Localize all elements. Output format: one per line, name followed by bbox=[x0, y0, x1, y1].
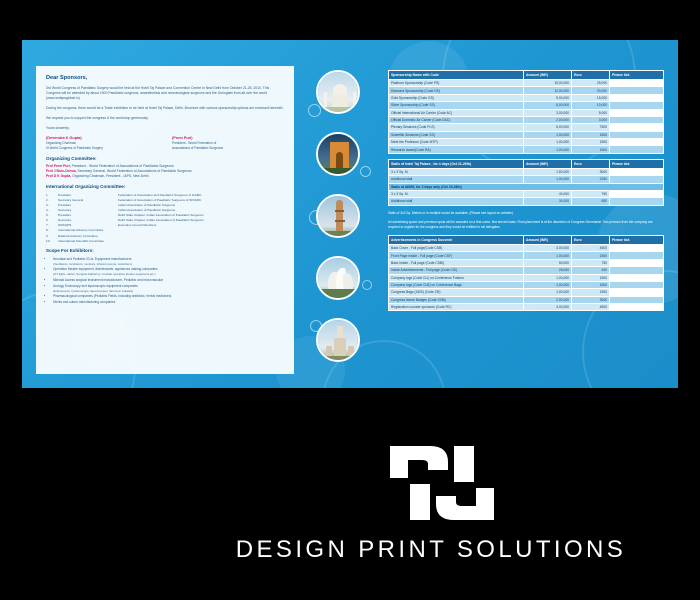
row-euro: 20,000 bbox=[572, 87, 610, 94]
stalls-note-2: All advertising space and premium spots will be awarded on a first-come, first served basis. Final placement is at the discretion of Congress Secretariat. Two persons from the company are required to register for the congress and they would be entitled to full delegates. bbox=[388, 220, 653, 230]
ioc-role: Secretary bbox=[58, 218, 72, 223]
stalls-note-1: Stalls of 3x3 Sq. Meters or in multiple would be available. (Please see layout on website) bbox=[388, 210, 513, 215]
ioc-role: National Advisory Committee bbox=[58, 233, 98, 238]
qutub-minar-photo bbox=[316, 194, 360, 238]
table-header-row bbox=[389, 159, 664, 168]
oc-name-2: Prof D K Gupta, bbox=[46, 174, 72, 179]
row-euro: 750 bbox=[572, 190, 610, 197]
signatory-2-line1: President - World Federation of bbox=[172, 141, 217, 146]
table-header-row bbox=[389, 236, 664, 245]
list-item bbox=[53, 257, 284, 266]
dps-logo-icon bbox=[384, 440, 500, 526]
ioc-table bbox=[46, 193, 284, 244]
letter-intro: 3rd World Congress of Paediatric Surgery would be held at the Hotel Taj Palace and Convention Centre in New Delhi from October 21-26, 2010. This Congress will be attended by about 1500 Paediatric surgeons, anaesthetists and neonatologists surgeons and the Urologists from all over the world (www.wofapsglobal.in) bbox=[46, 86, 270, 100]
col-header-amount: Amount (INR) bbox=[524, 236, 572, 245]
table-row bbox=[389, 94, 664, 101]
row-amount: 1,00,000 bbox=[524, 281, 572, 288]
row-euro: 3,000 bbox=[572, 116, 610, 123]
ioc-role: International Advisory Committee bbox=[58, 228, 104, 233]
brochure-artwork bbox=[22, 40, 678, 388]
row-name: Silver Sponsorship (Code SS) bbox=[389, 102, 524, 109]
table-row bbox=[389, 109, 664, 116]
signatory-1-name: (Devendra K Gupta) bbox=[46, 135, 82, 140]
row-amount: 1,00,000 bbox=[524, 176, 572, 183]
ioc-num: 9. bbox=[46, 233, 49, 238]
list-item bbox=[53, 300, 284, 305]
ioc-desc: Indian Association of Paediatric Surgeons bbox=[118, 203, 176, 208]
table-row bbox=[389, 252, 664, 259]
ioc-num: 8. bbox=[46, 228, 49, 233]
tick-checkbox[interactable] bbox=[610, 139, 664, 146]
row-name: Gold Sponsorship (Code GS) bbox=[389, 94, 524, 101]
row-euro: 750 bbox=[572, 259, 610, 266]
row-euro: 650 bbox=[572, 198, 610, 205]
table-row bbox=[389, 190, 664, 197]
row-name: Additional stall bbox=[389, 176, 524, 183]
row-euro: 7500 bbox=[572, 124, 610, 131]
scope-title: Scope For Exhibitors: bbox=[46, 248, 94, 254]
scope-text-1: Operation theatre equipment, disinfectants, appliances making companies bbox=[53, 267, 158, 272]
row-name: Front Page Inside - Full page (Code CSF) bbox=[389, 252, 524, 259]
organizing-committee-title: Organizing Committee: bbox=[46, 155, 97, 161]
landmark-photo-strip bbox=[308, 70, 374, 370]
table-row bbox=[389, 281, 664, 288]
stalls-table-block bbox=[388, 159, 664, 206]
row-name: Company logo (Code CLI) on Conference Folders bbox=[389, 274, 524, 281]
oc-name-1: Prof J Bois-Ochoa, bbox=[46, 169, 77, 174]
list-item bbox=[53, 294, 284, 299]
dps-monogram-icon bbox=[384, 440, 500, 526]
tick-checkbox[interactable] bbox=[610, 245, 664, 252]
tick-checkbox[interactable] bbox=[610, 168, 664, 175]
table-row bbox=[389, 116, 664, 123]
oc-desc-0: President - World Federation of Associations of Paediatric Surgeons bbox=[71, 164, 174, 169]
tick-checkbox[interactable] bbox=[610, 274, 664, 281]
ioc-desc: Executive Council Members bbox=[118, 223, 157, 228]
row-name: Scientific Sessions (Code SS) bbox=[389, 131, 524, 138]
tick-checkbox[interactable] bbox=[610, 252, 664, 259]
row-amount: 1,00,000 bbox=[524, 131, 572, 138]
lotus-temple-photo bbox=[316, 256, 360, 300]
tick-checkbox[interactable] bbox=[610, 198, 664, 205]
oc-desc-2: Organizing Chairman, President - IAPS, New Delhi bbox=[72, 174, 149, 179]
row-amount: 2,00,000 bbox=[524, 296, 572, 303]
ioc-role: President bbox=[58, 213, 72, 218]
row-euro: 1500 bbox=[572, 146, 610, 153]
signatory-1 bbox=[46, 136, 158, 151]
letter-closing: Yours sincerely, bbox=[46, 125, 70, 130]
row-euro: 15,000 bbox=[572, 94, 610, 101]
tick-checkbox[interactable] bbox=[610, 289, 664, 296]
table-row bbox=[389, 259, 664, 266]
row-euro: 4500 bbox=[572, 304, 610, 311]
ioc-num: 5. bbox=[46, 213, 49, 218]
row-name: Inside Advertisements - Full page (Code CSI) bbox=[389, 267, 524, 274]
taj-mahal-photo bbox=[316, 70, 360, 114]
aiims-section-title: Stalls at AIIMS, for 2 days only (Oct 23-26th) bbox=[389, 183, 664, 190]
tick-checkbox[interactable] bbox=[610, 146, 664, 153]
ioc-num: 7. bbox=[46, 223, 49, 228]
tick-checkbox[interactable] bbox=[610, 296, 664, 303]
table-header-row bbox=[389, 71, 664, 80]
scope-sub-1: (OT lights, tables, Surgical diathermy, modular operation theatre equipment etc.) bbox=[53, 272, 156, 277]
ioc-num: 6. bbox=[46, 218, 49, 223]
row-name: Official International Air Carrier (Code AC) bbox=[389, 109, 524, 116]
tick-checkbox[interactable] bbox=[610, 80, 664, 87]
col-header-tick: Please tick bbox=[610, 159, 664, 168]
row-amount: 12,00,000 bbox=[524, 87, 572, 94]
ioc-role: International Scientific Committee bbox=[58, 238, 105, 243]
signatory-2-line2: Associations of Paediatric Surgeons bbox=[172, 145, 224, 150]
row-euro: 1500 bbox=[572, 139, 610, 146]
col-header-euro: Euro bbox=[572, 236, 610, 245]
tick-checkbox[interactable] bbox=[610, 131, 664, 138]
col-header-euro: Euro bbox=[572, 159, 610, 168]
col-header-name: Advertisements in Congress Souvenir bbox=[389, 236, 524, 245]
signatory-1-line2: III World Congress of Paediatric Surgery bbox=[46, 145, 103, 150]
ioc-role: President bbox=[58, 203, 72, 208]
table-row bbox=[389, 198, 664, 205]
row-amount: 30,000 bbox=[524, 198, 572, 205]
row-name: Meet the Professor (Code MTP) bbox=[389, 139, 524, 146]
ioc-role: Secretary bbox=[58, 208, 72, 213]
row-amount: 1,50,000 bbox=[524, 168, 572, 175]
table-row bbox=[389, 168, 664, 175]
scope-text-5: Stents and suture manufacturing companies bbox=[53, 300, 116, 305]
table-row bbox=[389, 87, 664, 94]
souvenir-table bbox=[388, 235, 664, 311]
ioc-desc: Delhi State Chapter, Indian Association of Paediatric Surgeons bbox=[118, 218, 204, 223]
row-name: Plenary Sessions (Code PLS) bbox=[389, 124, 524, 131]
col-header-amount: Amount (INR) bbox=[524, 159, 572, 168]
table-row bbox=[389, 176, 664, 183]
row-euro: 2250 bbox=[572, 176, 610, 183]
table-row bbox=[46, 238, 284, 243]
row-name: Back Cover - Full page(Code CSB) bbox=[389, 245, 524, 252]
scope-text-2: Minimal Access surgical instrument manufacturer, Pediatric and microvascular bbox=[53, 277, 164, 282]
row-name: Congress Name Badges (Code CNB) bbox=[389, 296, 524, 303]
table-row bbox=[389, 274, 664, 281]
tick-checkbox[interactable] bbox=[610, 259, 664, 266]
row-name: Official Domestic Air Carrier (Code DAC) bbox=[389, 116, 524, 123]
scope-text-4: Pharmacological companies (Pediatric Fields, including antibiotic, herbal medicines) bbox=[53, 294, 172, 299]
tick-checkbox[interactable] bbox=[610, 281, 664, 288]
row-euro: 5,000 bbox=[572, 109, 610, 116]
ioc-num: 3. bbox=[46, 203, 49, 208]
company-name: DESIGN PRINT SOLUTIONS bbox=[235, 536, 627, 563]
ioc-role: WOFAPS bbox=[58, 223, 72, 228]
row-amount: 1,00,000 bbox=[524, 252, 572, 259]
row-amount: 3,00,000 bbox=[524, 304, 572, 311]
tick-checkbox[interactable] bbox=[610, 109, 664, 116]
row-amount: 6,00,000 bbox=[524, 102, 572, 109]
row-amount: 40,000 bbox=[524, 190, 572, 197]
row-amount: 3,00,000 bbox=[524, 245, 572, 252]
india-gate-photo bbox=[316, 132, 360, 176]
table-row bbox=[389, 124, 664, 131]
row-euro: 1500 bbox=[572, 131, 610, 138]
jantar-mantar-photo bbox=[316, 318, 360, 362]
letter-greeting: Dear Sponsors, bbox=[46, 75, 88, 81]
tick-checkbox[interactable] bbox=[610, 94, 664, 101]
row-name: Research Award(Code RA) bbox=[389, 146, 524, 153]
row-amount: 1,00,000 bbox=[524, 289, 572, 296]
col-header-amount: Amount (INR) bbox=[524, 71, 572, 80]
row-euro: 3000 bbox=[572, 296, 610, 303]
row-name: Congress Bags (1500) (Code CB) bbox=[389, 289, 524, 296]
tick-checkbox[interactable] bbox=[610, 176, 664, 183]
row-euro: 1500 bbox=[572, 252, 610, 259]
row-name: Registration counter sponsors (Code RC) bbox=[389, 304, 524, 311]
stalls-table bbox=[388, 159, 664, 206]
ioc-num: 1. bbox=[46, 192, 49, 197]
table-row bbox=[389, 289, 664, 296]
row-euro: 1500 bbox=[572, 281, 610, 288]
list-item bbox=[53, 278, 284, 283]
table-row bbox=[389, 80, 664, 87]
row-name: 3 x 3 Sq. M bbox=[389, 190, 524, 197]
table-row bbox=[389, 267, 664, 274]
ioc-num: 10. bbox=[46, 238, 51, 243]
tick-checkbox[interactable] bbox=[610, 190, 664, 197]
row-amount: 3,00,000 bbox=[524, 109, 572, 116]
scope-list bbox=[46, 257, 284, 305]
letter-para-3: We request you to support the congress & the workshop generously. bbox=[46, 115, 149, 120]
row-euro: 400 bbox=[572, 267, 610, 274]
ioc-title: International Organizing Committee: bbox=[46, 183, 126, 189]
scope-text-0: Neonatal and Pediatric ICUs, Equipment manufacturers bbox=[53, 257, 132, 262]
col-header-tick: Please tick bbox=[610, 236, 664, 245]
tick-checkbox[interactable] bbox=[610, 87, 664, 94]
oc-name-0: Prof Prem Puri, bbox=[46, 164, 71, 169]
ioc-desc: Federation of Association of Paediatric Surgeons of WOAMC bbox=[118, 198, 202, 203]
scope-text-3: Urology Endoscopy and laparoscopic equipment companies bbox=[53, 283, 138, 288]
table-row bbox=[389, 304, 664, 311]
ioc-num: 4. bbox=[46, 208, 49, 213]
table-row bbox=[389, 245, 664, 252]
row-amount: 1,00,000 bbox=[524, 146, 572, 153]
decorative-bubble bbox=[360, 166, 371, 177]
table-row bbox=[389, 102, 664, 109]
organizing-committee-list bbox=[46, 164, 284, 179]
row-name: 3 x 3 Sq. M bbox=[389, 168, 524, 175]
tick-checkbox[interactable] bbox=[610, 267, 664, 274]
col-header-name: Sponsorship Name with Code bbox=[389, 71, 524, 80]
row-euro: 25,000 bbox=[572, 80, 610, 87]
row-name: Platinum Sponsorship (Code PS) bbox=[389, 80, 524, 87]
row-amount: 5,00,000 bbox=[524, 124, 572, 131]
row-amount: 25,000 bbox=[524, 267, 572, 274]
row-amount: 9,00,000 bbox=[524, 94, 572, 101]
table-section-header bbox=[389, 183, 664, 190]
ioc-role: President bbox=[58, 192, 72, 197]
ioc-desc bbox=[118, 238, 284, 243]
row-amount: 1,00,000 bbox=[524, 274, 572, 281]
ioc-desc: Indian Association of Paediatric Surgeons bbox=[118, 208, 176, 213]
list-item bbox=[53, 267, 284, 276]
col-header-tick: Please tick bbox=[610, 71, 664, 80]
ioc-desc: Federation of Association and Paediatric Surgeons of IAAMC bbox=[118, 192, 202, 197]
souvenir-table-block bbox=[388, 235, 664, 311]
list-item bbox=[53, 284, 284, 293]
row-amount: 50,000 bbox=[524, 259, 572, 266]
tick-checkbox[interactable] bbox=[610, 102, 664, 109]
table-row bbox=[389, 131, 664, 138]
ioc-role: Secretary General bbox=[58, 198, 84, 203]
table-row bbox=[389, 146, 664, 153]
table-row bbox=[389, 296, 664, 303]
row-amount: 2,00,000 bbox=[524, 116, 572, 123]
tick-checkbox[interactable] bbox=[610, 124, 664, 131]
col-header-euro: Euro bbox=[572, 71, 610, 80]
row-amount: 15,00,000 bbox=[524, 80, 572, 87]
row-name: Company logo (Code CLB) on Conference Bags bbox=[389, 281, 524, 288]
ioc-num: 2. bbox=[46, 198, 49, 203]
scope-sub-0: (Ventilators, incubators, monitors, infusion pumps, nebulizers) bbox=[53, 261, 132, 266]
row-amount: 1,00,000 bbox=[524, 139, 572, 146]
row-euro: 10,000 bbox=[572, 102, 610, 109]
row-euro: 1500 bbox=[572, 289, 610, 296]
row-name: Additional stall bbox=[389, 198, 524, 205]
scope-sub-3: (Endoscopes, hysteroscope, laparoscopes, harmonic scalpels) bbox=[53, 288, 134, 293]
pricing-tables bbox=[388, 70, 664, 316]
tick-checkbox[interactable] bbox=[610, 304, 664, 311]
signatory-2 bbox=[172, 136, 284, 151]
letter-para-2: During the congress, there would be a Trade exhibition to be held at Hotel Taj Palace, Delhi. Brochure with various sponsorship options are enclosed herewith. bbox=[46, 105, 284, 110]
brand-logo-block bbox=[196, 440, 666, 570]
row-euro: 1500 bbox=[572, 274, 610, 281]
decorative-bubble bbox=[362, 280, 372, 290]
oc-desc-1: Secretary General, World Federation of Associations of Paediatric Surgeons bbox=[77, 169, 192, 174]
row-name: Diamond Sponsorship (Code DS) bbox=[389, 87, 524, 94]
sponsorship-table bbox=[388, 70, 664, 154]
sponsor-letter-panel bbox=[36, 66, 294, 374]
row-name: Back Inside - Full page (Code CSBI) bbox=[389, 259, 524, 266]
table-row bbox=[389, 139, 664, 146]
signatory-1-line1: Organizing Chairman bbox=[46, 141, 77, 146]
col-header-name: Stalls of hotel Taj Palace , for 4 days (Oct 21-26th) bbox=[389, 159, 524, 168]
signatory-2-name: (Prem Puri) bbox=[172, 135, 193, 140]
ioc-desc: Delhi State Chapter, Indian Association of Paediatric Surgeons bbox=[118, 213, 204, 218]
tick-checkbox[interactable] bbox=[610, 116, 664, 123]
sponsorship-table-block bbox=[388, 70, 664, 154]
row-euro: 3000 bbox=[572, 168, 610, 175]
signatories bbox=[46, 136, 284, 151]
row-euro: 4500 bbox=[572, 245, 610, 252]
